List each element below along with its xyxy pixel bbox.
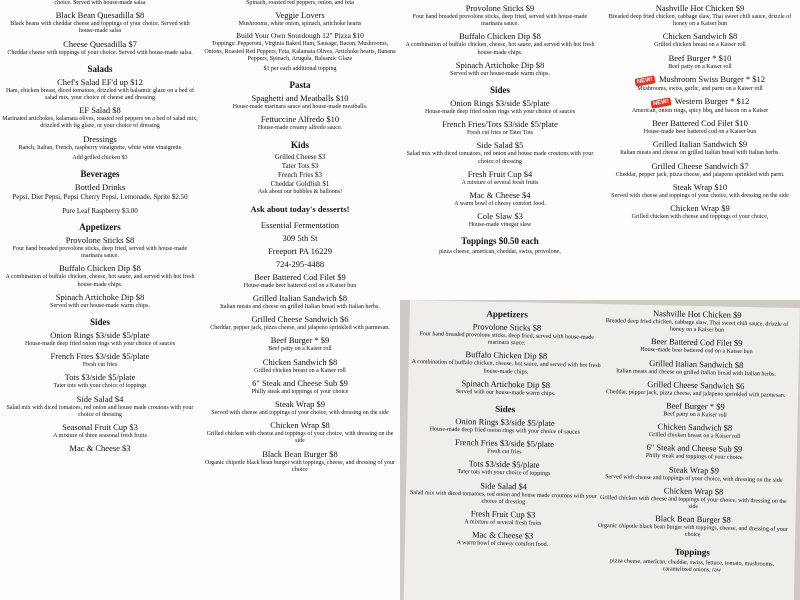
menu-item (405, 507, 600, 529)
menu-item-desc: Italian meats and cheese on grilled Italian bread with Italian herbs. (616, 367, 776, 378)
menu-line: Cheddar Goldfish $1 (270, 179, 330, 188)
menu-item (597, 441, 792, 463)
menu-item-name: Beer Battered Cod Filet $9 (254, 271, 346, 282)
menu-page-left (0, 0, 200, 600)
menu-item (200, 399, 400, 417)
menu-item (595, 512, 790, 541)
menu-item-title (600, 74, 800, 85)
menu-item-name: Steak Wrap $9 (274, 399, 326, 410)
menu-item-name: Nashville Hot Chicken $9 (655, 3, 745, 13)
menu-item-title (200, 293, 400, 303)
menu-item-title (0, 351, 200, 361)
menu-item-title (0, 10, 200, 20)
raspberry: Pure Leaf Raspberry $3.00 (62, 207, 138, 216)
menu-item-desc: Served with cheese and toppings of your choice, with dressing on the side (611, 192, 789, 199)
menu-item-desc: Four hand breaded provolone sticks, deep fried, served with house-made marinara sauce. (12, 246, 188, 260)
menu-item-desc: Grilled chicken with cheese and toppings of your choice, (631, 214, 769, 221)
menu-item (200, 93, 400, 111)
menu-item-desc: A mixture of three seasonal fresh fruits (53, 433, 147, 440)
photo-paper (403, 300, 800, 600)
menu-item-name: Tots $3/side $5/plate (64, 372, 136, 383)
menu-item-name: Fettuccine Alfredo $10 (260, 114, 340, 125)
menu-item-title (600, 96, 800, 107)
menu-item-name: Mac & Cheese $4 (469, 190, 531, 201)
menu-item-name: Black Bean Burger $8 (262, 448, 338, 459)
bottled-drinks: Bottled Drinks (74, 182, 126, 193)
menu-item-desc: Tater tots with your choice of toppings (53, 383, 147, 390)
menu-item-desc: House-made creamy alfredo sauce. (257, 125, 343, 132)
menu-item-title (0, 372, 200, 382)
menu-item-name: Provolone Sticks $9 (465, 3, 535, 13)
menu-item-name: Grilled Italian Sandwich $9 (652, 139, 748, 150)
desserts-note: Ask about today's desserts! (250, 203, 350, 214)
menu-item-name: Provolone Sticks $8 (472, 321, 542, 333)
menu-item (400, 140, 600, 165)
menu-item-name: Black Bean Quesadilla $8 (55, 10, 145, 21)
appetizers-heading: Appetizers (79, 222, 121, 233)
menu-item (407, 415, 602, 437)
menu-item-name: Seasonal Fruit Cup $3 (62, 422, 138, 433)
menu-item-title (400, 98, 600, 108)
salads-heading: Salads (87, 63, 113, 74)
menu-item-desc: Four hand breaded provolone sticks, deep fried, served with house-made marinara sauce. (412, 14, 588, 28)
menu-item (400, 190, 600, 208)
menu-item (0, 351, 200, 369)
toppings-desc: pizza cheese, american, cheddar, swiss, lettuce, tomato, mushrooms, caramelized onions, raw (609, 557, 775, 574)
menu-item-name: Chicken Sandwich $8 (657, 421, 733, 433)
menu-item-name: Spaghetti and Meatballs $10 (251, 93, 349, 104)
menu-item-name: Grilled Italian Sandwich $8 (252, 293, 348, 304)
menu-item-name: Beef Burger * $10 (668, 52, 732, 63)
menu-item-desc: Ranch, Italian, French, raspberry vinaigrette, white wine vinaigrette (18, 144, 182, 151)
menu-item-title (400, 140, 600, 150)
beverages-heading: Beverages (80, 169, 120, 180)
menu-item-title (400, 169, 600, 179)
menu-item-desc: Cheddar, pepper jack, pizza cheese, and jalapeno sprinkled with parmesan. (210, 325, 390, 332)
appetizers-heading: Appetizers (486, 308, 529, 320)
menu-item-desc: Served with cheese and toppings of your choice, with dressing on the side (211, 410, 389, 417)
menu-item (0, 134, 200, 152)
menu-item-desc: Cheddar, pepper jack, pizza cheese, and jalapeno sprinkled with parmesan. (605, 388, 786, 399)
menu-item (400, 169, 600, 187)
menu-item (400, 119, 600, 137)
menu-item-desc: Organic chipotle black bean burger with toppings, cheese, and dressing of your choice (597, 523, 788, 539)
add-chicken: Add grilled chicken $3 (72, 154, 128, 161)
menu-item-name: Grilled Italian Sandwich $8 (649, 357, 744, 370)
menu-item (200, 272, 400, 290)
menu-item-title (200, 272, 400, 282)
menu-item (599, 335, 794, 357)
menu-item-title (0, 263, 200, 273)
menu-item (600, 53, 800, 71)
menu-item (0, 10, 200, 35)
menu-item-desc: Breaded deep fried chicken, cabbage slaw, Thai sweet chili sauce, drizzle of honey on a Kaiser bun (608, 14, 792, 28)
menu-item-desc: A combination of buffalo chicken, cheese, hot sauce, and served with hot fresh house-made chips. (405, 42, 595, 56)
menu-item-title (200, 93, 400, 103)
sides-heading: Sides (89, 317, 110, 328)
sides-heading: Sides (489, 85, 510, 96)
menu-item-desc: American, onion rings, spicy bbq, and bacon on a Kaiser (631, 108, 769, 115)
menu-item (596, 463, 791, 485)
menu-item-name: Steak Wrap $10 (672, 181, 728, 192)
menu-line: Freeport PA 16229 (268, 245, 332, 256)
menu-item-desc: House-made beer battered cod on a Kaiser bun (243, 282, 357, 289)
menu-line: Grilled Cheese $3 (274, 152, 326, 161)
menu-item (0, 394, 200, 419)
menu-item (409, 320, 604, 349)
menu-item-desc: Salad mix with diced tomatoes, red onion and house made croutons with your choice of dressing (6, 404, 194, 418)
menu-item (406, 479, 601, 508)
menu-photo (400, 300, 800, 600)
menu-item (0, 372, 200, 390)
menu-item-desc: Served with cheese and toppings of your choice, with dressing on the side (605, 473, 783, 484)
menu-item-desc: Grilled chicken breast on a Kaiser roll (648, 432, 741, 441)
menu-item (200, 449, 400, 474)
menu-item-name: Chicken Wrap $8 (663, 485, 724, 497)
new-badge-icon: NEW! (634, 75, 655, 86)
menu-item-title (400, 190, 600, 200)
menu-item (600, 182, 800, 200)
menu-item-title (200, 114, 400, 124)
menu-item-title (400, 31, 600, 41)
menu-item (200, 114, 400, 132)
menu-item (598, 399, 793, 421)
menu-page-right-b (600, 0, 800, 300)
menu-item-title (600, 139, 800, 149)
pizza-toppings: Toppings: Pepperoni, Virginia Baked Ham, Sausage, Bacon, Mushrooms, Onions, Roasted Red Peppers, Feta, Kalamata Olives, Artichoke hearts, Banana Peppers, Spinach, Arugula, Balsamic Glaze (204, 41, 396, 62)
menu-item-title (0, 39, 200, 49)
menu-item-name: Spinach Artichoke Dip $8 (455, 59, 545, 70)
menu-item (0, 292, 200, 310)
menu-item-desc: Grilled chicken with cheese and toppings of your choice, with dressing on the side (599, 494, 787, 511)
menu-item-name: Onion Rings $3/side $5/plate (450, 98, 550, 109)
menu-item (0, 235, 200, 260)
menu-item-desc: Organic chipotle black bean burger with toppings, cheese, and dressing of your choice (205, 459, 395, 473)
menu-item-name: Chicken Wrap $8 (270, 420, 330, 431)
menu-item-desc: A combination of buffalo chicken, cheese, hot sauce, and served with hot fresh house-made chips. (411, 359, 601, 376)
menu-item-desc: Salad mix with diced tomatoes, red onion and house made croutons with your choice of dressing (406, 151, 594, 165)
menu-item (400, 98, 600, 116)
menu-item-desc: Fresh cut fries (487, 448, 522, 456)
menu-item (200, 378, 400, 396)
menu-item-desc: Marinated artichokes, kalamata olives, roasted red peppers on a bed of salad mix, drizzled with fig glaze, or your choice of dressing (2, 116, 198, 130)
menu-item (200, 335, 400, 353)
menu-item-title (200, 420, 400, 430)
menu-item-name: Fresh Fruit Cup $3 (470, 508, 536, 520)
menu-item-name: Dressings (83, 133, 117, 144)
menu-item-title (600, 53, 800, 63)
menu-item-name: French Fries $3/side $5/plate (454, 437, 555, 450)
menu-item-desc: House-made beer battered cod on a Kaiser bun (643, 129, 757, 136)
menu-item-title (200, 357, 400, 367)
menu-item-desc: Black beans with cheddar cheese and toppings of your choice. Served with house-made salsa (10, 21, 190, 35)
menu-item-desc: Served with our house-made warm chips. (450, 70, 550, 77)
menu-item (200, 314, 400, 332)
menu-item-desc: House-made deep fried onion rings with your choice of sauces (429, 426, 580, 436)
menu-item-name: 6" Steak and Cheese Sub $9 (646, 442, 743, 455)
menu-item-desc: Beef patty on a Kaiser roll (268, 346, 332, 353)
menu-item-desc: Grilled chicken breast on a Kaiser roll (254, 367, 346, 374)
menu-item-desc: Served with our house-made warm chips. (455, 388, 556, 397)
menu-item (0, 39, 200, 57)
new-badge-icon: NEW! (650, 97, 671, 108)
menu-item-title (400, 3, 600, 13)
menu-item-name: Onion Rings $3/side $5/plate (50, 330, 150, 341)
menu-item-name: Fresh Fruit Cup $4 (467, 168, 533, 179)
menu-item-name: Onion Rings $3/side $5/plate (455, 415, 555, 429)
menu-item-name: Cheese Quesadilla $7 (63, 38, 137, 49)
menu-item-title (200, 314, 400, 324)
menu-item-title (0, 235, 200, 245)
menu-item (408, 377, 603, 399)
menu-item (600, 118, 800, 136)
menu-item-name: Side Salad $5 (476, 140, 524, 151)
menu-item-title (200, 335, 400, 345)
toppings-desc: pizza cheese, american, cheddar, swiss, provolone, (439, 249, 561, 256)
menu-item (597, 420, 792, 442)
menu-item-name: Provolone Sticks $8 (65, 235, 135, 246)
menu-item-title (600, 31, 800, 41)
menu-item-desc: Italian meats and cheese on grilled Italian bread with Italian herbs. (620, 150, 780, 157)
menu-item-desc: Philly steak and toppings of your choice (251, 388, 349, 395)
menu-item (200, 420, 400, 445)
menu-item-title (600, 3, 800, 13)
menu-item-name: Buffalo Chicken Dip $8 (459, 31, 541, 42)
menu-item-title (0, 292, 200, 302)
menu-item-name: Grilled Cheese Sandwich $7 (651, 160, 749, 171)
menu-item (0, 263, 200, 288)
menu-line: 309 5th St (282, 232, 318, 243)
menu-item-desc: A mixture of several fresh fruits (461, 179, 539, 186)
menu-item-desc: Cheddar cheese with toppings of your choice. Served with house-made salsa. (7, 49, 193, 56)
menu-item-desc: House-made deep fried onion rings with your choice of sauces (24, 341, 176, 348)
menu-item-name: Beef Burger * $9 (665, 400, 725, 412)
menu-item-name: 6" Steak and Cheese Sub $9 (252, 377, 348, 388)
menu-item (600, 74, 800, 93)
menu-item-name: Beef Burger * $9 (270, 335, 330, 346)
menu-item-name: Steak Wrap $9 (668, 464, 720, 476)
menu-item-name: Tots $3/side $5/plate (468, 458, 540, 471)
menu-item-name: Buffalo Chicken Dip $8 (59, 263, 141, 274)
menu-item (200, 293, 400, 311)
menu-item (598, 357, 793, 379)
menu-item-name: Spinach Artichoke Dip $8 (461, 377, 551, 390)
menu-item (406, 457, 601, 479)
sides-heading: Sides (495, 403, 516, 415)
menu-item-title (0, 134, 200, 144)
veggie-lovers: Veggie Lovers (275, 10, 325, 21)
menu-item-name: Spinach Artichoke Dip $8 (55, 291, 145, 302)
menu-item-name: Nashville Hot Chicken $9 (652, 308, 742, 320)
menu-item-desc: Italian meats and cheese on grilled Italian bread with Italian herbs. (220, 304, 380, 311)
menu-item (400, 31, 600, 56)
menu-item-desc: Cheddar, pepper jack, pizza cheese, and jalapeno sprinkled with parm. (615, 171, 785, 178)
menu-item-name: Mushroom Swiss Burger * $12 (658, 73, 766, 84)
menu-item-desc: Four hand breaded provolone sticks, deep fried, served with house-made marinara sauce. (419, 331, 595, 347)
menu-item-title (600, 203, 800, 213)
toppings-heading: Toppings $0.50 each (461, 236, 539, 247)
menu-item-name: Mac & Cheese $3 (471, 529, 534, 541)
menu-item-desc: Fresh cut fries or Tater Tots (466, 130, 534, 137)
menu-item (408, 348, 603, 377)
menu-item-desc: Tater tots with your choice of toppings (457, 469, 551, 478)
menu-item-name: Western Burger * $12 (674, 96, 750, 107)
pizza: Build Your Own Sourdough 12" Pizza $10 (236, 31, 364, 41)
menu-item-title (600, 161, 800, 171)
menu-item-desc: House-made deep fried onion rings with your choice of sauces (424, 109, 576, 116)
menu-item-name: Chicken Sandwich $8 (262, 356, 338, 367)
menu-item-desc: House-made vinegar slaw (468, 222, 532, 229)
menu-item-desc: Ham, chicken breast, diced tomatoes, drizzled with balsamic glaze on a bed of salad mix, your choice of cheese and dressing (5, 87, 195, 102)
toppings-heading: Toppings (674, 546, 710, 557)
menu-item-title (0, 330, 200, 340)
menu-item (600, 3, 800, 28)
menu-item (600, 203, 800, 221)
menu-item-desc: Served with our house-made warm chips. (50, 302, 150, 309)
menu-item (200, 357, 400, 375)
menu-item (0, 330, 200, 348)
menu-item-title (0, 422, 200, 432)
menu-item-name: French Fries/Tots $3/side $5/plate (442, 119, 558, 130)
menu-item-desc: Fresh cut fries (82, 362, 118, 369)
toppings-price: $1 per each additional topping (263, 66, 337, 73)
menu-item-name: Black Bean Burger $8 (655, 513, 731, 525)
menu-item-name: French Fries $3/side $5/plate (50, 351, 150, 362)
menu-item-name: Buffalo Chicken Dip $8 (465, 349, 548, 362)
menu-item (400, 60, 600, 78)
menu-item (407, 436, 602, 458)
menu-page-right-a (400, 0, 600, 300)
menu-item-name: Beer Battered Cod Filet $9 (650, 336, 743, 349)
menu-item-name: Grilled Cheese Sandwich $6 (251, 314, 349, 325)
menu-item-title (600, 118, 800, 128)
menu-item-desc: Beef patty on a Kaiser roll (663, 411, 727, 419)
menu-item-title (200, 449, 400, 459)
menu-item (600, 139, 800, 157)
menu-item-title (200, 399, 400, 409)
menu-item (600, 161, 800, 179)
menu-item-title (0, 443, 200, 453)
menu-item-title (0, 394, 200, 404)
menu-item-desc: A warm bowl of cheesy comfort food. (454, 201, 546, 208)
menu-item-desc: Grilled chicken with cheese and toppings of your choice, with dressing on the side (206, 431, 394, 445)
menu-item-name: Chicken Sandwich $8 (662, 31, 738, 42)
menu-item (600, 31, 800, 49)
kids-heading: Kids (290, 139, 309, 150)
menu-item (598, 378, 793, 400)
menu-line: Tater Tots $3 (281, 161, 319, 170)
menu-line: French Fries $3 (278, 170, 322, 179)
fragment: choice. Served with house-made salsa (54, 0, 146, 6)
menu-item-name: Chicken Wrap $9 (670, 203, 730, 214)
menu-item-desc: Philly steak and toppings of your choice (645, 453, 743, 462)
menu-item-title (400, 60, 600, 70)
menu-item-name: Cole Slaw $3 (477, 211, 523, 222)
bottled-desc: Pepsi, Diet Pepsi, Pepsi Cherry Pepsi, Lemonade, Sprite $2.50 (12, 193, 188, 202)
menu-item-title (400, 211, 600, 221)
menu-item (0, 422, 200, 440)
menu-line: Essential Fermentation (260, 219, 340, 230)
menu-item (0, 77, 200, 102)
menu-item-desc: Salad mix with diced tomatoes, red onion and house made croutons with your choice of dressing (409, 489, 597, 506)
menu-item-desc: House-made marinara sauce and house-made meatballs. (232, 104, 368, 111)
menu-item-title (400, 119, 600, 129)
menu-item (400, 211, 600, 229)
menu-item-desc: Grilled chicken breast on a Kaiser roll (654, 42, 746, 49)
menu-item-name: Grilled Cheese Sandwich $6 (647, 378, 745, 391)
menu-line: 724-295-4488 (275, 258, 325, 269)
menu-item (405, 528, 600, 550)
menu-item-desc: A combination of buffalo chicken, cheese, hot sauce, and served with hot fresh house-made chips. (5, 274, 195, 288)
menu-item-desc: A mixture of several fresh fruits (464, 519, 542, 527)
menu-item-name: Side Salad $4 (76, 393, 124, 404)
menu-item-desc: Breaded deep fried chicken, cabbage slaw, Thai sweet chili sauce, drizzle of honey on a Kaiser bun (605, 318, 789, 334)
menu-item-name: Beer Battered Cod Filet $10 (652, 118, 748, 129)
fragment: Spinach, roasted red peppers, onion, and feta (246, 0, 354, 6)
menu-item-title (600, 182, 800, 192)
pasta-heading: Pasta (289, 80, 311, 91)
menu-item-desc: Beef patty on a Kaiser roll (668, 63, 732, 70)
menu-item-title (0, 77, 200, 87)
menu-item (596, 484, 791, 513)
menu-item-desc: Mushrooms, swiss, garlic, and parm on a Kaiser roll (637, 85, 763, 92)
menu-item-name: Mac & Cheese $3 (69, 443, 131, 454)
menu-item-title (200, 378, 400, 388)
menu-item-name: Side Salad $4 (480, 480, 528, 492)
menu-item (599, 307, 794, 336)
menu-item-title (0, 105, 200, 115)
menu-item (400, 3, 600, 28)
menu-item-desc: A warm bowl of cheesy comfort food. (456, 540, 549, 549)
menu-page-middle (200, 0, 400, 600)
veggie-desc: Mushrooms, white onion, spinach, artichoke hearts (238, 21, 362, 28)
menu-item-name: Chef's Salad EF'd up $12 (57, 76, 143, 87)
menu-item (600, 96, 800, 115)
kids-note: Ask about our bubbles & balloons! (257, 188, 343, 195)
menu-item (0, 105, 200, 130)
menu-item-desc: House-made beer battered cod on a Kaiser bun (640, 347, 753, 356)
menu-item (0, 443, 200, 453)
menu-item-name: EF Salad $8 (79, 105, 121, 116)
